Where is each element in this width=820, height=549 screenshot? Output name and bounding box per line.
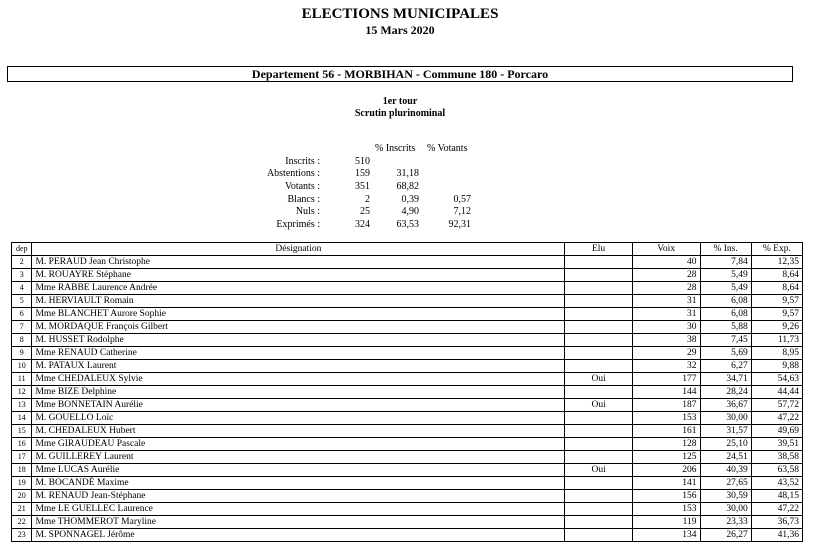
summary-value: 510 bbox=[355, 156, 370, 167]
cell-voix: 128 bbox=[632, 438, 700, 451]
cell-pct-exp: 38,58 bbox=[751, 451, 802, 464]
cell-pct-ins: 34,71 bbox=[700, 373, 751, 386]
table-row bbox=[12, 269, 803, 282]
cell-pct-ins: 31,57 bbox=[700, 425, 751, 438]
table-row bbox=[12, 503, 803, 516]
cell-designation: Mme BIZE Delphine bbox=[32, 386, 565, 399]
cell-elu bbox=[565, 412, 633, 425]
cell-dep: 8 bbox=[12, 334, 32, 347]
cell-elu: Oui bbox=[565, 399, 633, 412]
table-row bbox=[12, 360, 803, 373]
table-row bbox=[12, 464, 803, 477]
cell-pct-ins: 7,45 bbox=[700, 334, 751, 347]
cell-pct-exp: 9,57 bbox=[751, 295, 802, 308]
cell-elu bbox=[565, 386, 633, 399]
cell-elu bbox=[565, 425, 633, 438]
cell-pct-ins: 6,27 bbox=[700, 360, 751, 373]
department-banner: Departement 56 - MORBIHAN - Commune 180 - Porcaro bbox=[7, 66, 793, 82]
cell-pct-exp: 44,44 bbox=[751, 386, 802, 399]
cell-pct-ins: 27,65 bbox=[700, 477, 751, 490]
cell-designation: Mme RABBE Laurence Andrée bbox=[32, 282, 565, 295]
cell-pct-ins: 30,00 bbox=[700, 503, 751, 516]
cell-dep: 23 bbox=[12, 529, 32, 542]
cell-dep: 18 bbox=[12, 464, 32, 477]
summary-label: Votants : bbox=[284, 181, 320, 192]
cell-designation: Mme BONNETAIN Aurélie bbox=[32, 399, 565, 412]
cell-pct-exp: 48,15 bbox=[751, 490, 802, 503]
cell-pct-ins: 5,88 bbox=[700, 321, 751, 334]
cell-designation: Mme THOMMEROT Maryline bbox=[32, 516, 565, 529]
cell-voix: 38 bbox=[632, 334, 700, 347]
cell-pct-ins: 5,49 bbox=[700, 269, 751, 282]
table-row bbox=[12, 295, 803, 308]
cell-dep: 16 bbox=[12, 438, 32, 451]
cell-designation: Mme CHEDALEUX Sylvie bbox=[32, 373, 565, 386]
cell-voix: 28 bbox=[632, 282, 700, 295]
table-row bbox=[12, 438, 803, 451]
summary-value: 2 bbox=[365, 194, 370, 205]
cell-designation: M. RENAUD Jean-Stéphane bbox=[32, 490, 565, 503]
cell-designation: Mme RENAUD Catherine bbox=[32, 347, 565, 360]
cell-dep: 3 bbox=[12, 269, 32, 282]
cell-pct-ins: 6,08 bbox=[700, 295, 751, 308]
cell-designation: Mme LUCAS Aurélie bbox=[32, 464, 565, 477]
cell-voix: 206 bbox=[632, 464, 700, 477]
cell-pct-ins: 6,08 bbox=[700, 308, 751, 321]
cell-designation: Mme GIRAUDEAU Pascale bbox=[32, 438, 565, 451]
cell-elu bbox=[565, 360, 633, 373]
cell-designation: M. ROUAYRE Stéphane bbox=[32, 269, 565, 282]
table-row bbox=[12, 282, 803, 295]
table-row bbox=[12, 256, 803, 269]
summary-label: Inscrits : bbox=[285, 156, 320, 167]
table-row bbox=[12, 308, 803, 321]
summary-pct-votants: 92,31 bbox=[448, 219, 471, 230]
cell-voix: 153 bbox=[632, 503, 700, 516]
cell-pct-exp: 8,64 bbox=[751, 269, 802, 282]
cell-pct-ins: 30,59 bbox=[700, 490, 751, 503]
cell-pct-exp: 43,52 bbox=[751, 477, 802, 490]
cell-dep: 6 bbox=[12, 308, 32, 321]
table-row bbox=[12, 451, 803, 464]
cell-elu bbox=[565, 256, 633, 269]
table-row bbox=[12, 373, 803, 386]
cell-voix: 177 bbox=[632, 373, 700, 386]
cell-pct-exp: 47,22 bbox=[751, 503, 802, 516]
table-row bbox=[12, 412, 803, 425]
cell-designation: M. HUSSET Rodolphe bbox=[32, 334, 565, 347]
cell-dep: 11 bbox=[12, 373, 32, 386]
cell-designation: Mme BLANCHET Aurore Sophie bbox=[32, 308, 565, 321]
table-row bbox=[12, 529, 803, 542]
cell-voix: 187 bbox=[632, 399, 700, 412]
cell-elu: Oui bbox=[565, 464, 633, 477]
cell-voix: 30 bbox=[632, 321, 700, 334]
cell-elu bbox=[565, 321, 633, 334]
cell-dep: 19 bbox=[12, 477, 32, 490]
summary-value: 351 bbox=[355, 181, 370, 192]
table-row bbox=[12, 477, 803, 490]
summary-label: Blancs : bbox=[287, 194, 320, 205]
cell-dep: 21 bbox=[12, 503, 32, 516]
round-label: 1er tour bbox=[382, 96, 418, 107]
col-header-pct-exp: % Exp. bbox=[751, 243, 802, 256]
cell-pct-exp: 36,73 bbox=[751, 516, 802, 529]
cell-voix: 31 bbox=[632, 295, 700, 308]
cell-dep: 4 bbox=[12, 282, 32, 295]
cell-pct-exp: 8,64 bbox=[751, 282, 802, 295]
table-row bbox=[12, 490, 803, 503]
cell-dep: 7 bbox=[12, 321, 32, 334]
cell-pct-exp: 8,95 bbox=[751, 347, 802, 360]
table-row bbox=[12, 334, 803, 347]
summary-pct-inscrits: 0,39 bbox=[401, 194, 419, 205]
cell-dep: 2 bbox=[12, 256, 32, 269]
table-row bbox=[12, 347, 803, 360]
col-header-dep: dep bbox=[12, 243, 32, 256]
cell-pct-ins: 24,51 bbox=[700, 451, 751, 464]
table-row bbox=[12, 516, 803, 529]
summary-pct-inscrits: 4,90 bbox=[401, 206, 419, 217]
cell-voix: 119 bbox=[632, 516, 700, 529]
ballot-mode: Scrutin plurinominal bbox=[354, 108, 446, 119]
cell-voix: 29 bbox=[632, 347, 700, 360]
cell-dep: 17 bbox=[12, 451, 32, 464]
cell-elu bbox=[565, 295, 633, 308]
cell-designation: M. BOCANDÉ Maxime bbox=[32, 477, 565, 490]
cell-voix: 40 bbox=[632, 256, 700, 269]
summary-pct-votants: 0,57 bbox=[453, 194, 471, 205]
cell-pct-exp: 39,51 bbox=[751, 438, 802, 451]
summary-value: 159 bbox=[355, 168, 370, 179]
col-header-elu: Elu bbox=[565, 243, 633, 256]
cell-designation: M. CHEDALEUX Hubert bbox=[32, 425, 565, 438]
cell-elu bbox=[565, 529, 633, 542]
cell-voix: 125 bbox=[632, 451, 700, 464]
cell-dep: 5 bbox=[12, 295, 32, 308]
summary-value: 25 bbox=[360, 206, 370, 217]
cell-elu bbox=[565, 503, 633, 516]
cell-pct-exp: 9,88 bbox=[751, 360, 802, 373]
summary-label: Exprimés : bbox=[276, 219, 320, 230]
cell-pct-ins: 36,67 bbox=[700, 399, 751, 412]
cell-voix: 32 bbox=[632, 360, 700, 373]
cell-dep: 22 bbox=[12, 516, 32, 529]
summary-pct-votants: 7,12 bbox=[453, 206, 471, 217]
cell-pct-ins: 5,69 bbox=[700, 347, 751, 360]
cell-pct-ins: 25,10 bbox=[700, 438, 751, 451]
cell-pct-exp: 63,58 bbox=[751, 464, 802, 477]
cell-voix: 144 bbox=[632, 386, 700, 399]
cell-pct-ins: 7,84 bbox=[700, 256, 751, 269]
cell-dep: 10 bbox=[12, 360, 32, 373]
election-date: 15 Mars 2020 bbox=[365, 23, 435, 37]
table-header-row bbox=[12, 243, 803, 256]
cell-pct-ins: 23,33 bbox=[700, 516, 751, 529]
col-header-voix: Voix bbox=[632, 243, 700, 256]
cell-pct-exp: 41,36 bbox=[751, 529, 802, 542]
table-row bbox=[12, 399, 803, 412]
cell-elu bbox=[565, 451, 633, 464]
cell-pct-exp: 11,73 bbox=[751, 334, 802, 347]
cell-elu bbox=[565, 308, 633, 321]
cell-pct-ins: 28,24 bbox=[700, 386, 751, 399]
cell-voix: 28 bbox=[632, 269, 700, 282]
cell-elu bbox=[565, 490, 633, 503]
cell-voix: 141 bbox=[632, 477, 700, 490]
cell-designation: Mme LE GUELLEC Laurence bbox=[32, 503, 565, 516]
table-row bbox=[12, 425, 803, 438]
cell-voix: 134 bbox=[632, 529, 700, 542]
cell-designation: M. GOUELLO Loïc bbox=[32, 412, 565, 425]
cell-pct-ins: 30,00 bbox=[700, 412, 751, 425]
cell-pct-exp: 9,26 bbox=[751, 321, 802, 334]
cell-dep: 20 bbox=[12, 490, 32, 503]
cell-elu bbox=[565, 282, 633, 295]
summary-label: Abstentions : bbox=[266, 168, 320, 179]
cell-pct-ins: 40,39 bbox=[700, 464, 751, 477]
cell-elu: Oui bbox=[565, 373, 633, 386]
cell-designation: M. PERAUD Jean Christophe bbox=[32, 256, 565, 269]
cell-elu bbox=[565, 438, 633, 451]
col-header-designation: Désignation bbox=[32, 243, 565, 256]
cell-voix: 31 bbox=[632, 308, 700, 321]
summary-label: Nuls : bbox=[295, 206, 320, 217]
cell-dep: 14 bbox=[12, 412, 32, 425]
cell-designation: M. HERVIAULT Romain bbox=[32, 295, 565, 308]
cell-designation: M. PATAUX Laurent bbox=[32, 360, 565, 373]
page-title: ELECTIONS MUNICIPALES bbox=[301, 6, 499, 22]
cell-pct-exp: 47,22 bbox=[751, 412, 802, 425]
summary-header-pct-votants: % Votants bbox=[427, 143, 468, 154]
cell-pct-exp: 54,63 bbox=[751, 373, 802, 386]
cell-elu bbox=[565, 334, 633, 347]
summary-header-pct-inscrits: % Inscrits bbox=[375, 143, 416, 154]
table-row bbox=[12, 386, 803, 399]
cell-elu bbox=[565, 516, 633, 529]
cell-voix: 153 bbox=[632, 412, 700, 425]
cell-dep: 13 bbox=[12, 399, 32, 412]
table-row bbox=[12, 321, 803, 334]
cell-designation: M. GUILLEREY Laurent bbox=[32, 451, 565, 464]
summary-pct-inscrits: 31,18 bbox=[396, 168, 419, 179]
cell-pct-exp: 57,72 bbox=[751, 399, 802, 412]
cell-dep: 9 bbox=[12, 347, 32, 360]
cell-dep: 12 bbox=[12, 386, 32, 399]
cell-pct-exp: 49,69 bbox=[751, 425, 802, 438]
cell-elu bbox=[565, 477, 633, 490]
cell-designation: M. MORDAQUE François Gilbert bbox=[32, 321, 565, 334]
col-header-pct-ins: % Ins. bbox=[700, 243, 751, 256]
cell-voix: 156 bbox=[632, 490, 700, 503]
cell-pct-ins: 26,27 bbox=[700, 529, 751, 542]
cell-pct-exp: 9,57 bbox=[751, 308, 802, 321]
cell-designation: M. SPONNAGEL Jérôme bbox=[32, 529, 565, 542]
summary-pct-inscrits: 63,53 bbox=[396, 219, 419, 230]
cell-voix: 161 bbox=[632, 425, 700, 438]
cell-pct-ins: 5,49 bbox=[700, 282, 751, 295]
cell-elu bbox=[565, 269, 633, 282]
summary-pct-inscrits: 68,82 bbox=[396, 181, 419, 192]
summary-value: 324 bbox=[355, 219, 370, 230]
results-table bbox=[11, 242, 803, 542]
cell-dep: 15 bbox=[12, 425, 32, 438]
cell-elu bbox=[565, 347, 633, 360]
cell-pct-exp: 12,35 bbox=[751, 256, 802, 269]
